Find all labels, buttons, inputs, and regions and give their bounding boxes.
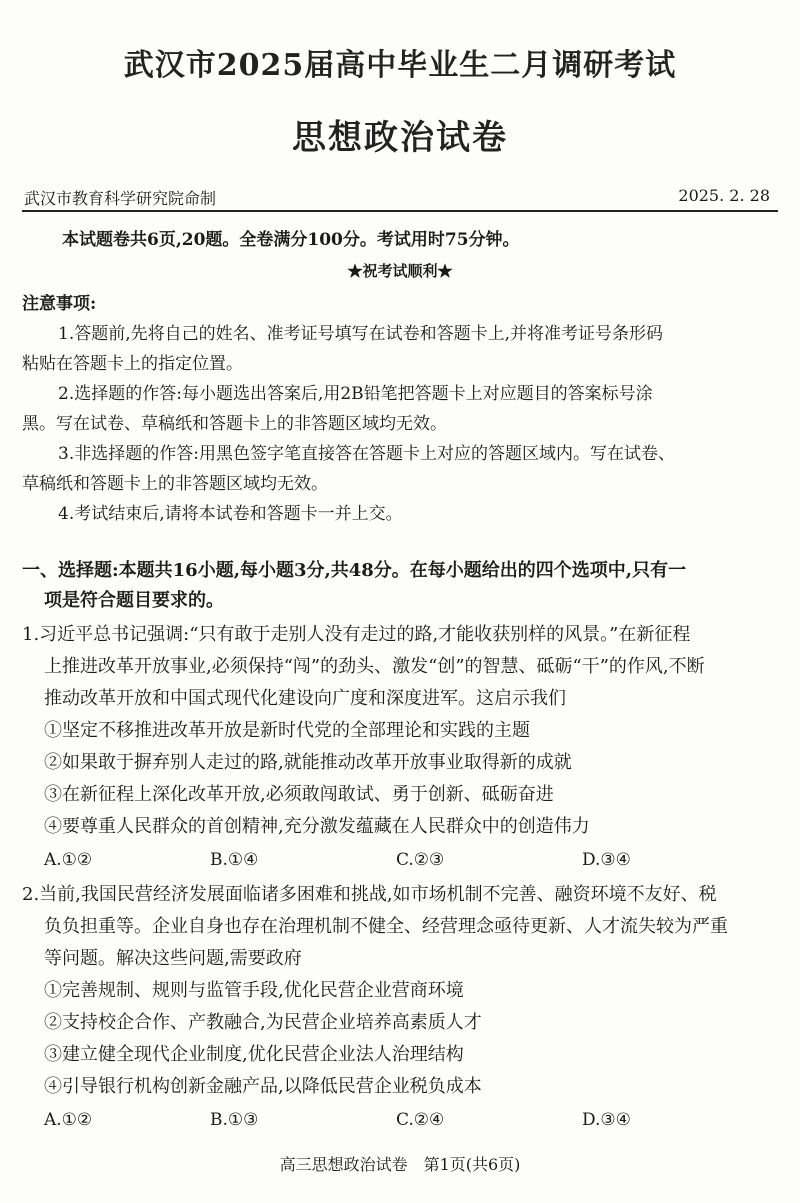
notes-heading: 注意事项: <box>22 294 97 314</box>
note-line: 黑。写在试卷、草稿纸和答题卡上的非答题区域均无效。 <box>22 414 447 434</box>
section-heading-cont: 项是符合题目要求的。 <box>44 590 224 611</box>
q2-option-c: C.②④ <box>396 1110 445 1130</box>
note-line: 草稿纸和答题卡上的非答题区域均无效。 <box>22 474 328 494</box>
q2-item: ②支持校企合作、产教融合,为民营企业培养高素质人才 <box>44 1012 482 1033</box>
q2-option-b: B.①③ <box>210 1110 259 1130</box>
note-line: 4.考试结束后,请将本试卷和答题卡一并上交。 <box>58 504 403 524</box>
exam-date: 2025. 2. 28 <box>678 186 770 205</box>
wish-text: ★祝考试顺利★ <box>347 262 453 280</box>
q1-item: ④要尊重人民群众的首创精神,充分激发蕴藏在人民群众中的创造伟力 <box>44 816 590 837</box>
q2-item: ④引导银行机构创新金融产品,以降低民营企业税负成本 <box>44 1076 482 1097</box>
q2-stem: 负负担重等。企业自身也存在治理机制不健全、经营理念亟待更新、人才流失较为严重 <box>44 916 728 937</box>
note-line: 1.答题前,先将自己的姓名、准考证号填写在试卷和答题卡上,并将准考证号条形码 <box>58 324 664 344</box>
q1-option-d: D.③④ <box>582 850 631 870</box>
header-rule <box>22 210 778 212</box>
q2-item: ③建立健全现代企业制度,优化民营企业法人治理结构 <box>44 1044 464 1065</box>
page-footer: 高三思想政治试卷 第1页(共6页) <box>279 1155 521 1174</box>
exam-subtitle: 思想政治试卷 <box>292 118 508 158</box>
q1-option-c: C.②③ <box>396 850 445 870</box>
note-line: 2.选择题的作答:每小题选出答案后,用2B铅笔把答题卡上对应题目的答案标号涂 <box>58 384 653 404</box>
section-heading: 一、选择题:本题共16小题,每小题3分,共48分。在每小题给出的四个选项中,只有一 <box>22 560 687 581</box>
q1-option-b: B.①④ <box>210 850 259 870</box>
q2-option-a: A.①② <box>44 1110 93 1130</box>
q1-item: ②如果敢于摒弃别人走过的路,就能推动改革开放事业取得新的成就 <box>44 752 572 773</box>
q2-stem: 等问题。解决这些问题,需要政府 <box>44 948 302 969</box>
q1-item: ①坚定不移推进改革开放是新时代党的全部理论和实践的主题 <box>44 720 530 741</box>
q2-item: ①完善规制、规则与监管手段,优化民营企业营商环境 <box>44 980 464 1001</box>
q2-stem: 2.当前,我国民营经济发展面临诸多困难和挑战,如市场机制不完善、融资环境不友好、税 <box>22 884 717 905</box>
note-line: 粘贴在答题卡上的指定位置。 <box>22 354 243 374</box>
issuer: 武汉市教育科学研究院命制 <box>24 189 217 208</box>
intro-text: 本试题卷共6页,20题。全卷满分100分。考试用时75分钟。 <box>62 230 520 250</box>
q1-stem: 推动改革开放和中国式现代化建设向广度和深度进军。这启示我们 <box>44 688 566 709</box>
q1-item: ③在新征程上深化改革开放,必须敢闯敢试、勇于创新、砥砺奋进 <box>44 784 554 805</box>
q1-stem: 1.习近平总书记强调:“只有敢于走别人没有走过的路,才能收获别样的风景。”在新征程 <box>22 624 691 645</box>
q2-option-d: D.③④ <box>582 1110 631 1130</box>
q1-stem: 上推进改革开放事业,必须保持“闯”的劲头、激发“创”的智慧、砥砺“干”的作风,不断 <box>44 656 705 677</box>
q1-option-a: A.①② <box>44 850 93 870</box>
note-line: 3.非选择题的作答:用黑色签字笔直接答在答题卡上对应的答题区域内。写在试卷、 <box>58 444 675 464</box>
exam-title: 武汉市2025届高中毕业生二月调研考试 <box>123 48 677 83</box>
